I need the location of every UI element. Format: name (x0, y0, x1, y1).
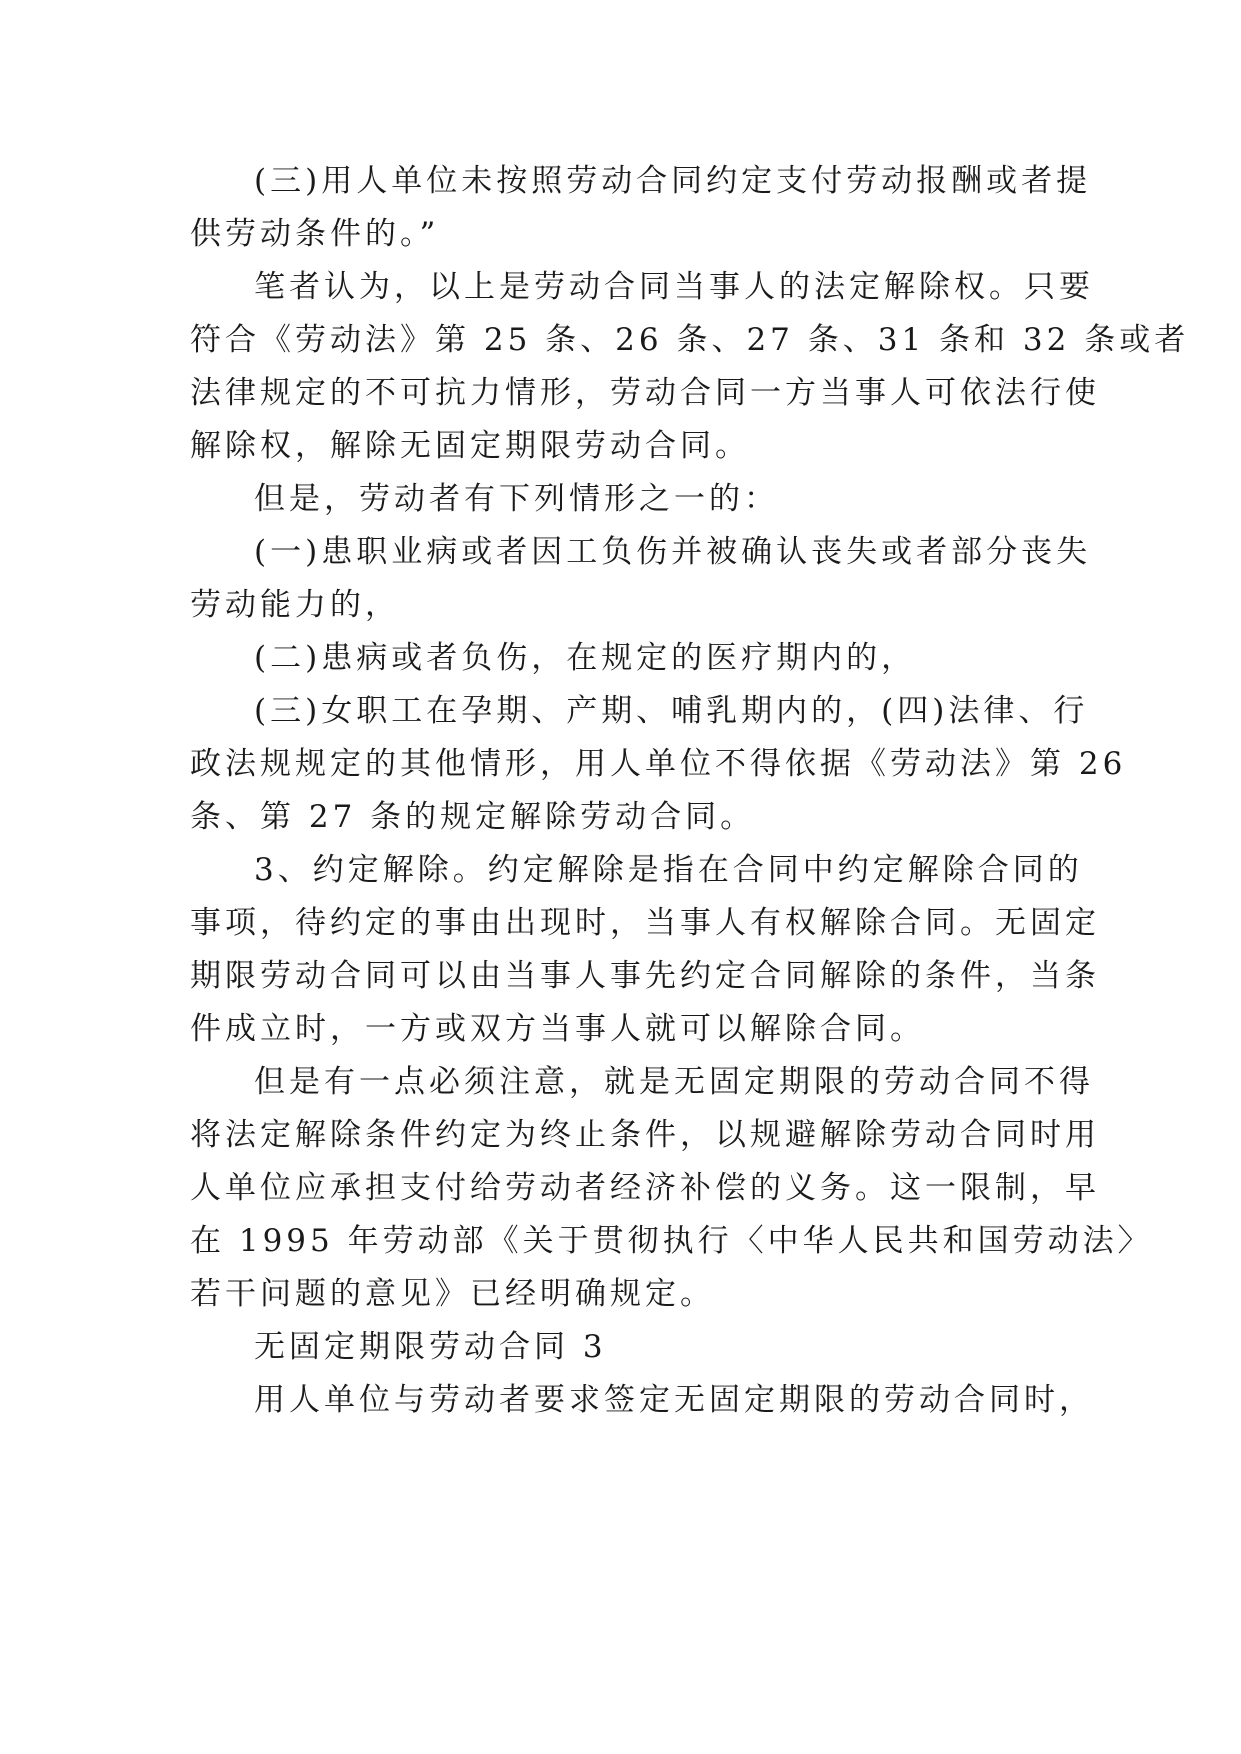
paragraph-however (190, 473, 1050, 526)
paragraph-item-2 (190, 632, 1050, 685)
paragraph-agreed-termination (190, 844, 1100, 1056)
text-line: 期限劳动合同可以由当事人事先约定合同解除的条件，当条 (190, 958, 1100, 994)
text-line: 政法规规定的其他情形，用人单位不得依据《劳动法》第 26 (190, 746, 1127, 782)
text-line: 若干问题的意见》已经明确规定。 (190, 1276, 715, 1312)
paragraph-statutory-termination (190, 261, 1190, 473)
text-line: 3、约定解除。约定解除是指在合同中约定解除合同的 (254, 852, 1083, 888)
paragraph-item-3-4 (190, 685, 1127, 844)
text-line: (三)用人单位未按照劳动合同约定支付劳动报酬或者提 (254, 163, 1092, 199)
text-line: 将法定解除条件约定为终止条件，以规避解除劳动合同时用 (190, 1117, 1100, 1153)
text-line: (三)女职工在孕期、产期、哺乳期内的，(四)法律、行 (254, 693, 1089, 729)
text-line: 符合《劳动法》第 25 条、26 条、27 条、31 条和 32 条或者 (190, 322, 1190, 358)
paragraph-item-1 (190, 526, 1092, 632)
text-line: 劳动能力的， (190, 587, 400, 623)
text-line: 但是，劳动者有下列情形之一的： (254, 481, 779, 517)
text-line: (二)患病或者负伤，在规定的医疗期内的， (254, 640, 917, 676)
section-heading (190, 1321, 1050, 1374)
text-line: 供劳动条件的。” (190, 216, 440, 252)
paragraph-section-3-start (190, 1374, 1094, 1427)
text-line: 事项，待约定的事由出现时，当事人有权解除合同。无固定 (190, 905, 1100, 941)
paragraph-clause-3-end (190, 155, 1092, 261)
text-line: 但是有一点必须注意，就是无固定期限的劳动合同不得 (254, 1064, 1094, 1100)
text-line: 在 1995 年劳动部《关于贯彻执行〈中华人民共和国劳动法〉 (190, 1223, 1153, 1259)
paragraph-note (190, 1056, 1153, 1321)
text-line: (一)患职业病或者因工负伤并被确认丧失或者部分丧失 (254, 534, 1092, 570)
text-line: 法律规定的不可抗力情形，劳动合同一方当事人可依法行使 (190, 375, 1100, 411)
text-line: 解除权，解除无固定期限劳动合同。 (190, 428, 750, 464)
text-line: 条、第 27 条的规定解除劳动合同。 (190, 799, 756, 835)
text-line: 无固定期限劳动合同 3 (254, 1329, 607, 1365)
text-line: 人单位应承担支付给劳动者经济补偿的义务。这一限制，早 (190, 1170, 1100, 1206)
text-line: 用人单位与劳动者要求签定无固定期限的劳动合同时， (254, 1382, 1094, 1418)
text-line: 件成立时，一方或双方当事人就可以解除合同。 (190, 1011, 925, 1047)
text-line: 笔者认为，以上是劳动合同当事人的法定解除权。只要 (254, 269, 1094, 305)
document-body (190, 155, 1190, 1427)
